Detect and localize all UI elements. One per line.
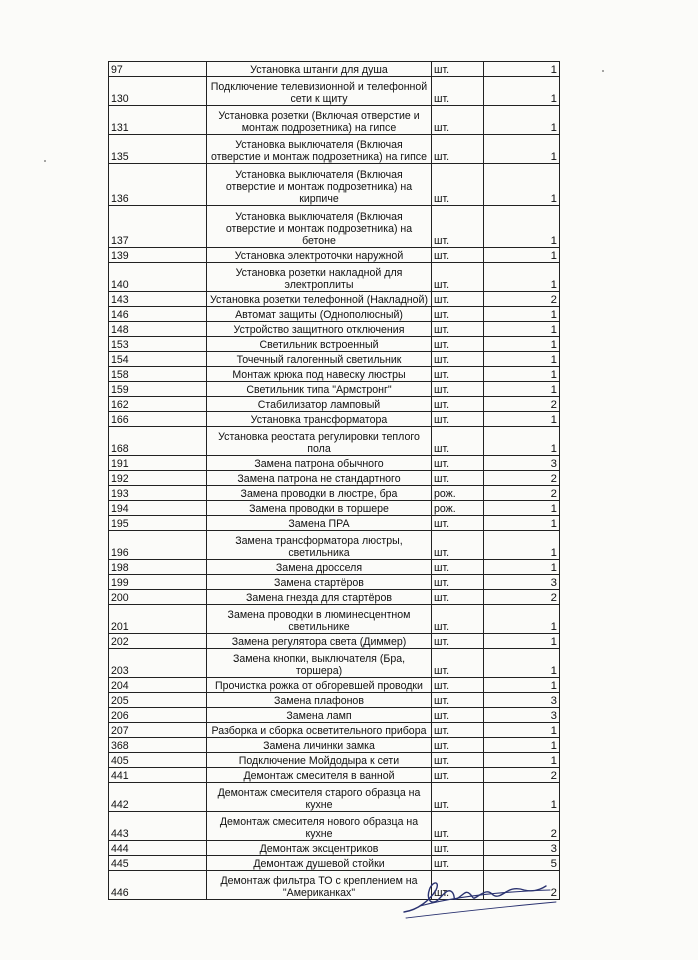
row-quantity: 1 [484, 723, 560, 738]
row-quantity: 2 [484, 812, 560, 841]
table-row [109, 812, 560, 841]
row-quantity: 3 [484, 693, 560, 708]
table-row [109, 841, 560, 856]
table-row [109, 649, 560, 678]
row-code: 192 [109, 471, 207, 486]
row-quantity: 1 [484, 516, 560, 531]
row-quantity: 2 [484, 768, 560, 783]
row-code: 162 [109, 397, 207, 412]
row-quantity: 2 [484, 871, 560, 900]
row-code: 191 [109, 456, 207, 471]
row-unit: шт. [432, 678, 484, 693]
row-quantity: 1 [484, 560, 560, 575]
table-row [109, 856, 560, 871]
row-quantity: 1 [484, 531, 560, 560]
row-quantity: 3 [484, 456, 560, 471]
table-row [109, 263, 560, 292]
table-row [109, 753, 560, 768]
row-unit: шт. [432, 164, 484, 206]
table-row [109, 575, 560, 590]
row-quantity: 1 [484, 738, 560, 753]
row-quantity: 1 [484, 367, 560, 382]
row-unit: шт. [432, 397, 484, 412]
row-unit: шт. [432, 322, 484, 337]
row-description: Демонтаж смесителя нового образца на кухне [207, 812, 432, 841]
table-row [109, 723, 560, 738]
row-code: 136 [109, 164, 207, 206]
table-row [109, 456, 560, 471]
row-description: Замена трансформатора люстры, светильника [207, 531, 432, 560]
services-table [108, 61, 560, 900]
row-code: 206 [109, 708, 207, 723]
row-unit: рож. [432, 486, 484, 501]
row-quantity: 1 [484, 412, 560, 427]
row-code: 158 [109, 367, 207, 382]
row-unit: шт. [432, 693, 484, 708]
row-unit: шт. [432, 560, 484, 575]
row-code: 97 [109, 62, 207, 77]
row-description: Замена личинки замка [207, 738, 432, 753]
table-row [109, 678, 560, 693]
row-description: Установка выключателя (Включая отверстие и монтаж подрозетника) на бетоне [207, 206, 432, 248]
row-quantity: 2 [484, 590, 560, 605]
row-description: Замена проводки в люстре, бра [207, 486, 432, 501]
table-row [109, 206, 560, 248]
row-quantity: 1 [484, 605, 560, 634]
row-unit: шт. [432, 471, 484, 486]
row-quantity: 3 [484, 708, 560, 723]
row-unit: шт. [432, 456, 484, 471]
table-row [109, 605, 560, 634]
scan-speck [602, 70, 604, 72]
table-row [109, 337, 560, 352]
row-unit: шт. [432, 248, 484, 263]
row-quantity: 1 [484, 164, 560, 206]
table-row [109, 471, 560, 486]
table-row [109, 164, 560, 206]
row-description: Демонтаж смесителя старого образца на кухне [207, 783, 432, 812]
row-unit: шт. [432, 382, 484, 397]
row-code: 441 [109, 768, 207, 783]
row-description: Установка розетки накладной для электроплиты [207, 263, 432, 292]
table-row [109, 560, 560, 575]
row-quantity: 3 [484, 841, 560, 856]
row-code: 195 [109, 516, 207, 531]
row-description: Светильник типа "Армстронг" [207, 382, 432, 397]
row-description: Замена ПРА [207, 516, 432, 531]
row-description: Замена проводки в торшере [207, 501, 432, 516]
row-quantity: 1 [484, 248, 560, 263]
row-description: Разборка и сборка осветительного прибора [207, 723, 432, 738]
row-unit: шт. [432, 649, 484, 678]
row-unit: шт. [432, 738, 484, 753]
row-description: Замена плафонов [207, 693, 432, 708]
row-unit: шт. [432, 352, 484, 367]
row-description: Установка выключателя (Включая отверстие и монтаж подрозетника) на гипсе [207, 135, 432, 164]
row-unit: шт. [432, 516, 484, 531]
row-description: Подключение Мойдодыра к сети [207, 753, 432, 768]
row-code: 368 [109, 738, 207, 753]
row-unit: шт. [432, 531, 484, 560]
row-quantity: 1 [484, 307, 560, 322]
row-code: 166 [109, 412, 207, 427]
row-code: 193 [109, 486, 207, 501]
row-code: 444 [109, 841, 207, 856]
row-description: Демонтаж смесителя в ванной [207, 768, 432, 783]
row-code: 199 [109, 575, 207, 590]
row-description: Демонтаж фильтра ТО с креплением на "Американках" [207, 871, 432, 900]
row-code: 139 [109, 248, 207, 263]
row-code: 442 [109, 783, 207, 812]
row-code: 140 [109, 263, 207, 292]
row-code: 137 [109, 206, 207, 248]
row-code: 443 [109, 812, 207, 841]
row-unit: шт. [432, 412, 484, 427]
row-code: 201 [109, 605, 207, 634]
table-row [109, 634, 560, 649]
table-row [109, 106, 560, 135]
row-unit: шт. [432, 367, 484, 382]
row-unit: шт. [432, 605, 484, 634]
row-quantity: 1 [484, 427, 560, 456]
scan-speck [44, 160, 46, 162]
row-unit: шт. [432, 427, 484, 456]
row-quantity: 2 [484, 486, 560, 501]
row-quantity: 1 [484, 352, 560, 367]
row-quantity: 1 [484, 337, 560, 352]
row-unit: шт. [432, 575, 484, 590]
table-row [109, 412, 560, 427]
table-row [109, 531, 560, 560]
row-code: 135 [109, 135, 207, 164]
row-unit: шт. [432, 77, 484, 106]
table-row [109, 135, 560, 164]
table-row [109, 397, 560, 412]
row-code: 204 [109, 678, 207, 693]
row-description: Замена проводки в люминесцентном светильнике [207, 605, 432, 634]
row-description: Монтаж крюка под навеску люстры [207, 367, 432, 382]
row-quantity: 5 [484, 856, 560, 871]
row-code: 198 [109, 560, 207, 575]
row-description: Замена стартёров [207, 575, 432, 590]
row-quantity: 1 [484, 135, 560, 164]
table-row [109, 292, 560, 307]
row-unit: шт. [432, 768, 484, 783]
row-code: 446 [109, 871, 207, 900]
table-row [109, 783, 560, 812]
row-description: Прочистка рожка от обгоревшей проводки [207, 678, 432, 693]
row-description: Устройство защитного отключения [207, 322, 432, 337]
row-description: Установка выключателя (Включая отверстие и монтаж подрозетника) на кирпиче [207, 164, 432, 206]
row-description: Замена регулятора света (Диммер) [207, 634, 432, 649]
row-description: Точечный галогенный светильник [207, 352, 432, 367]
row-code: 445 [109, 856, 207, 871]
table-row [109, 516, 560, 531]
row-description: Замена гнезда для стартёров [207, 590, 432, 605]
table-row [109, 486, 560, 501]
table-row [109, 427, 560, 456]
row-code: 207 [109, 723, 207, 738]
row-code: 205 [109, 693, 207, 708]
row-code: 194 [109, 501, 207, 516]
row-code: 203 [109, 649, 207, 678]
row-quantity: 1 [484, 753, 560, 768]
row-unit: шт. [432, 708, 484, 723]
row-description: Стабилизатор ламповый [207, 397, 432, 412]
row-quantity: 1 [484, 206, 560, 248]
row-code: 159 [109, 382, 207, 397]
row-quantity: 2 [484, 292, 560, 307]
table-row [109, 738, 560, 753]
row-quantity: 1 [484, 106, 560, 135]
row-quantity: 3 [484, 575, 560, 590]
row-description: Замена дросселя [207, 560, 432, 575]
row-description: Демонтаж душевой стойки [207, 856, 432, 871]
row-description: Подключение телевизионной и телефонной сети к щиту [207, 77, 432, 106]
row-unit: шт. [432, 307, 484, 322]
table-row [109, 501, 560, 516]
table-row [109, 693, 560, 708]
row-unit: шт. [432, 135, 484, 164]
table-row [109, 590, 560, 605]
row-description: Светильник встроенный [207, 337, 432, 352]
row-description: Установка розетки телефонной (Накладной) [207, 292, 432, 307]
row-description: Демонтаж эксцентриков [207, 841, 432, 856]
row-code: 131 [109, 106, 207, 135]
row-quantity: 1 [484, 634, 560, 649]
row-description: Установка электроточки наружной [207, 248, 432, 263]
handwritten-signature [400, 870, 560, 925]
row-quantity: 1 [484, 263, 560, 292]
row-code: 143 [109, 292, 207, 307]
row-unit: шт. [432, 106, 484, 135]
row-description: Установка реостата регулировки теплого пола [207, 427, 432, 456]
row-description: Замена ламп [207, 708, 432, 723]
row-code: 154 [109, 352, 207, 367]
row-quantity: 1 [484, 62, 560, 77]
row-quantity: 1 [484, 649, 560, 678]
row-description: Установка штанги для душа [207, 62, 432, 77]
row-quantity: 1 [484, 783, 560, 812]
row-code: 196 [109, 531, 207, 560]
row-code: 202 [109, 634, 207, 649]
table-row [109, 62, 560, 77]
row-unit: шт. [432, 753, 484, 768]
table-row [109, 307, 560, 322]
row-code: 130 [109, 77, 207, 106]
table-row [109, 77, 560, 106]
row-code: 405 [109, 753, 207, 768]
table-row [109, 367, 560, 382]
table-row [109, 322, 560, 337]
row-unit: шт. [432, 634, 484, 649]
row-quantity: 1 [484, 77, 560, 106]
row-code: 146 [109, 307, 207, 322]
row-unit: шт. [432, 723, 484, 738]
row-unit: рож. [432, 501, 484, 516]
row-unit: шт. [432, 206, 484, 248]
row-description: Замена патрона не стандартного [207, 471, 432, 486]
row-code: 153 [109, 337, 207, 352]
row-quantity: 2 [484, 471, 560, 486]
row-code: 200 [109, 590, 207, 605]
row-quantity: 2 [484, 397, 560, 412]
row-description: Установка трансформатора [207, 412, 432, 427]
row-description: Замена патрона обычного [207, 456, 432, 471]
table-row [109, 708, 560, 723]
row-description: Замена кнопки, выключателя (Бра, торшера) [207, 649, 432, 678]
row-unit: шт. [432, 62, 484, 77]
row-unit: шт. [432, 856, 484, 871]
row-unit: шт. [432, 841, 484, 856]
row-unit: шт. [432, 337, 484, 352]
services-table-body [109, 62, 560, 900]
table-row [109, 248, 560, 263]
row-unit: шт. [432, 263, 484, 292]
row-unit: шт. [432, 590, 484, 605]
row-code: 168 [109, 427, 207, 456]
table-row [109, 352, 560, 367]
table-row [109, 768, 560, 783]
row-quantity: 1 [484, 678, 560, 693]
row-unit: шт. [432, 812, 484, 841]
row-unit: шт. [432, 871, 484, 900]
table-row [109, 382, 560, 397]
row-quantity: 1 [484, 322, 560, 337]
row-unit: шт. [432, 783, 484, 812]
row-unit: шт. [432, 292, 484, 307]
row-code: 148 [109, 322, 207, 337]
row-quantity: 1 [484, 501, 560, 516]
row-quantity: 1 [484, 382, 560, 397]
row-description: Автомат защиты (Однополюсный) [207, 307, 432, 322]
row-description: Установка розетки (Включая отверстие и монтаж подрозетника) на гипсе [207, 106, 432, 135]
